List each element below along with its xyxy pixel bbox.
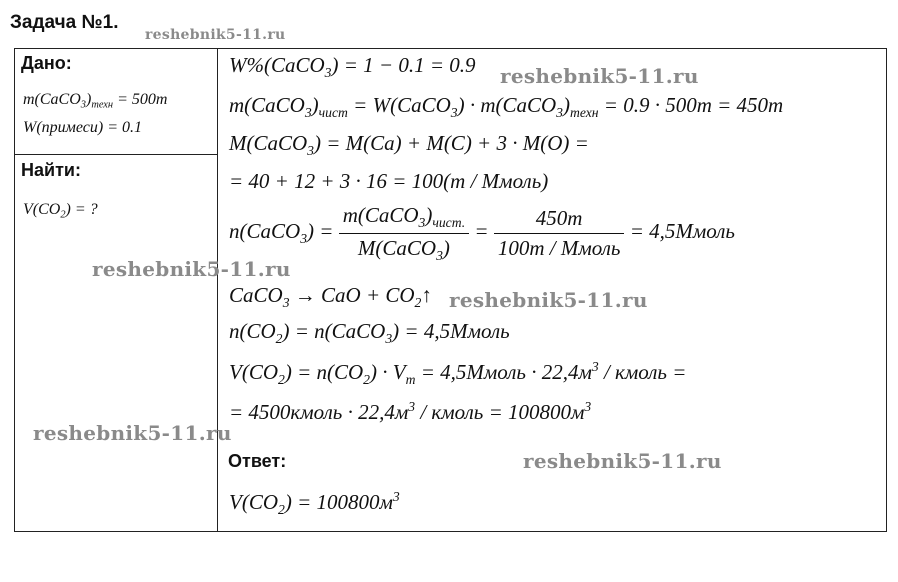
row-divider	[15, 154, 218, 155]
answer-line: $V(CO_2) = 100800м^3$	[229, 489, 400, 517]
fraction-numeric: $\frac{450т}{\text{100т / Ммоль}}$	[494, 206, 625, 261]
watermark: reshebnik5-11.ru	[33, 421, 232, 445]
solution-line-8: $V(CO_2) = n(CO_2) \cdot V_m$ = 4,5Ммоль · $22,4м^3$ / кмоль =	[229, 359, 687, 387]
find-line: $V(CO_2)$ = ?	[23, 201, 98, 221]
answer-header: Ответ:	[228, 451, 287, 471]
given-mass-line: $m(CaCO_3)_{техн} = 500т$	[23, 91, 168, 111]
task-title: Задача №1.	[10, 12, 119, 33]
given-header: Дано:	[21, 53, 72, 73]
solution-line-6-reaction: CaCO$_3$ → CaO + $CO_2↑$	[229, 283, 432, 310]
given-impurity-line: W(примеси) = 0.1	[23, 119, 142, 136]
watermark: reshebnik5-11.ru	[92, 257, 291, 281]
column-divider	[217, 49, 218, 531]
solution-line-9: = 4500кмоль · $22,4м^3$ / кмоль = $100800м^3$	[229, 399, 592, 425]
watermark: reshebnik5-11.ru	[500, 64, 699, 88]
find-header: Найти:	[21, 160, 81, 180]
fraction-mass-over-molar: $\frac{m(CaCO_3)_{чист.}}{M(CaCO_3)}$	[339, 203, 469, 264]
solution-line-4: = 40 + 12 + 3 · 16 = 100(т / Ммоль)	[229, 169, 549, 193]
solution-line-2: $m(CaCO_3)_{чист}$ = W(CaCO$_3$) · $m(CaCO_3)_{техн} = 0.9 \cdot 500т = 450т$	[229, 93, 784, 120]
watermark: reshebnik5-11.ru	[449, 288, 648, 312]
solution-line-5: n(CaCO$_3$) = $\frac{m(CaCO_3)_{чист.}}{M(CaCO_3)}$ = $\frac{450т}{\text{100т / Ммоль}}$ = 4,5Ммоль	[229, 203, 735, 263]
solution-line-1: W%(CaCO$_3$) = 1 − 0.1 = 0.9	[229, 53, 476, 80]
watermark: reshebnik5-11.ru	[145, 27, 286, 43]
solution-line-3: M(CaCO$_3$) = M(Ca) + M(C) + 3 · M(O) =	[229, 131, 589, 158]
watermark: reshebnik5-11.ru	[523, 449, 722, 473]
solution-line-7: $n(CO_2)$ = n(CaCO$_3$) = 4,5Ммоль	[229, 319, 510, 346]
